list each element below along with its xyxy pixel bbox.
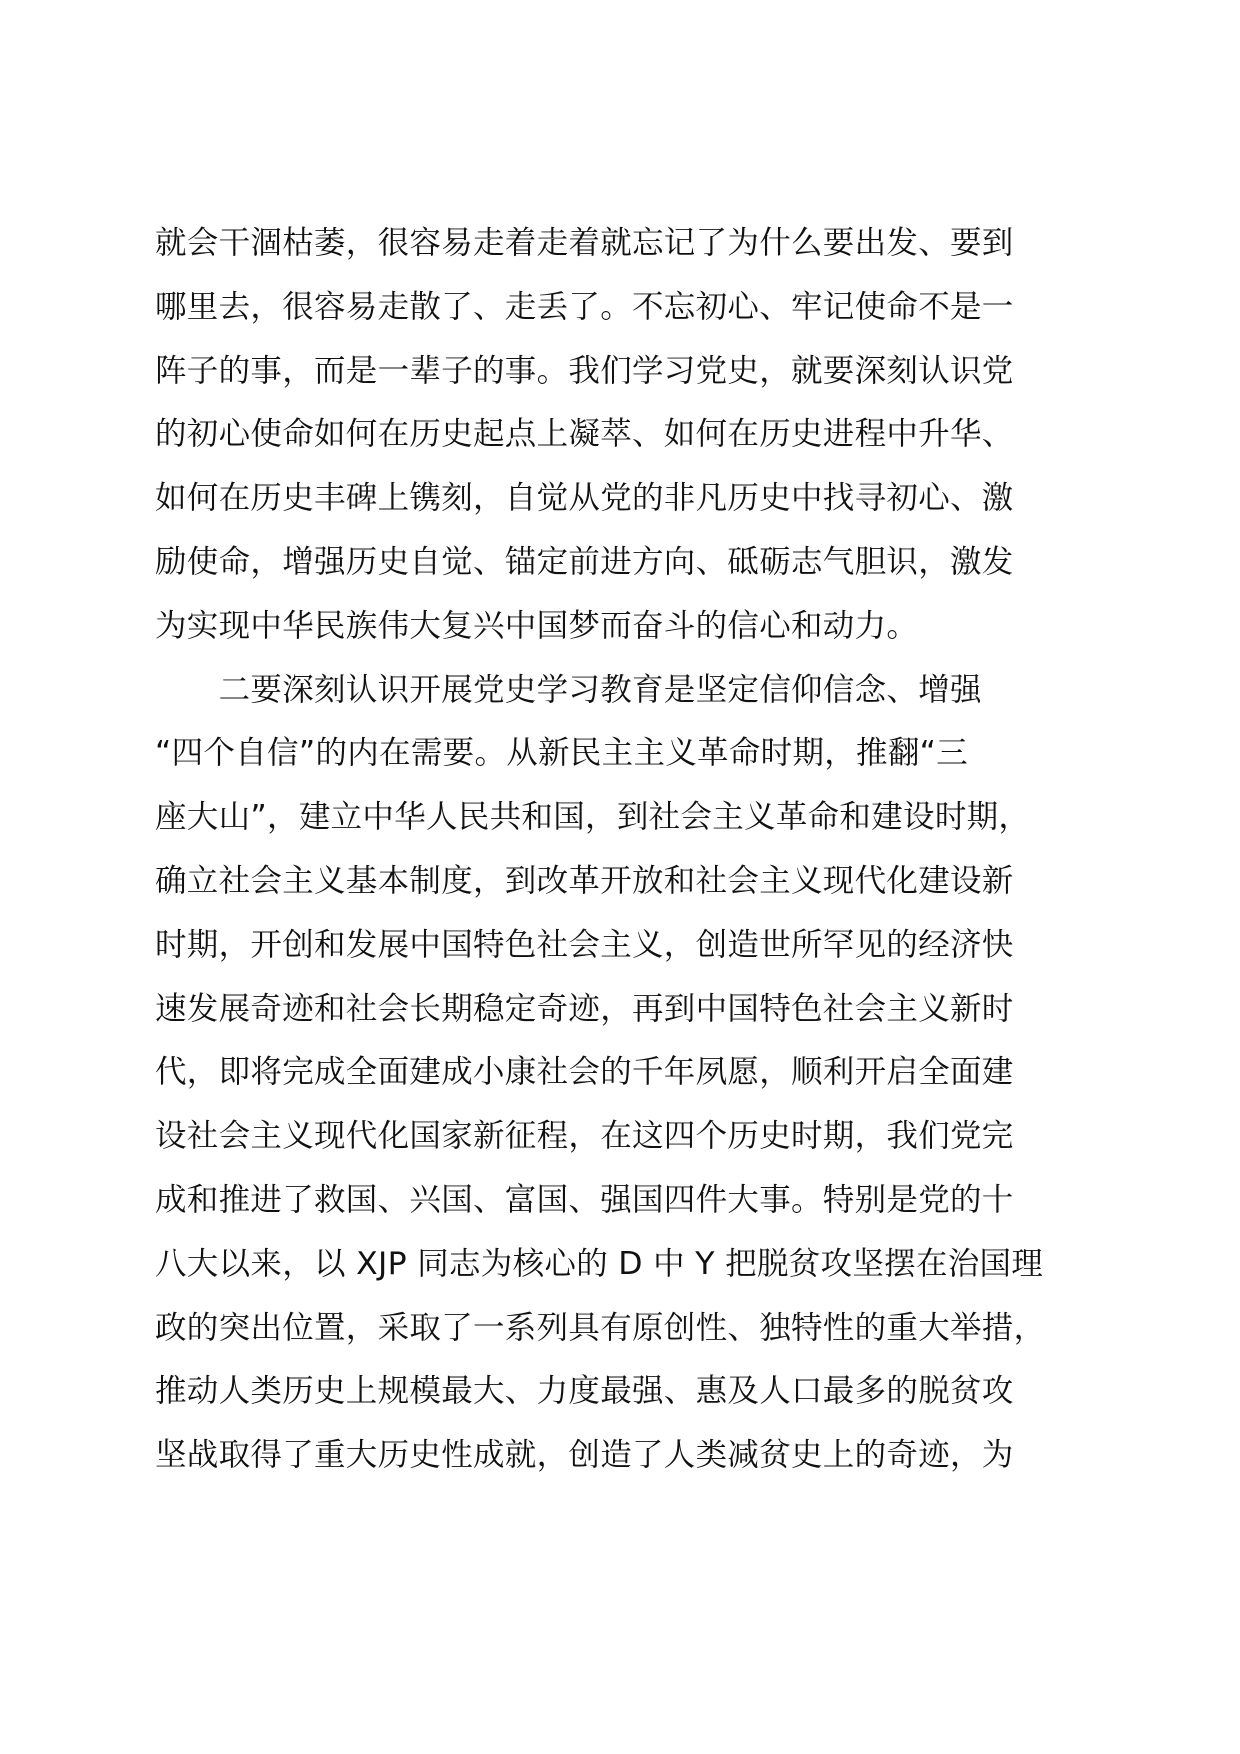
text-line: 时期，开创和发展中国特色社会主义，创造世所罕见的经济快: [155, 926, 1014, 963]
text-line: “四个自信”的内在需要。从新民主主义革命时期，推翻“三: [155, 735, 969, 772]
text-line: 哪里去，很容易走散了、走丢了。不忘初心、牢记使命不是一: [155, 288, 1014, 325]
body-text: [155, 212, 1105, 1488]
text-line: 速发展奇迹和社会长期稳定奇迹，再到中国特色社会主义新时: [155, 990, 1014, 1027]
text-line: 座大山”，建立中华人民共和国，到社会主义革命和建设时期，: [155, 799, 1031, 836]
paragraph-start-line: 二要深刻认识开展党史学习教育是坚定信仰信念、增强: [155, 671, 982, 708]
text-line: 励使命，增强历史自觉、锚定前进方向、砥砺志气胆识，激发: [155, 543, 1014, 580]
text-line: 的初心使命如何在历史起点上凝萃、如何在历史进程中升华、: [155, 416, 1014, 453]
text-line: 代，即将完成全面建成小康社会的千年夙愿，顺利开启全面建: [155, 1054, 1014, 1091]
text-line: 就会干涸枯萎，很容易走着走着就忘记了为什么要出发、要到: [155, 225, 1014, 261]
text-line: 为实现中华民族伟大复兴中国梦而奋斗的信心和动力。: [155, 607, 919, 644]
text-line: 推动人类历史上规模最大、力度最强、惠及人口最多的脱贫攻: [155, 1373, 1014, 1410]
text-line: 设社会主义现代化国家新征程，在这四个历史时期，我们党完: [155, 1118, 1014, 1155]
text-line: 政的突出位置，采取了一系列具有原创性、独特性的重大举措，: [155, 1309, 1046, 1346]
text-line: 成和推进了救国、兴国、富国、强国四件大事。特别是党的十: [155, 1181, 1014, 1218]
text-line: 阵子的事，而是一辈子的事。我们学习党史，就要深刻认识党: [155, 352, 1014, 389]
text-line: 如何在历史丰碑上镌刻，自觉从党的非凡历史中找寻初心、激: [155, 480, 1014, 517]
text-line: 坚战取得了重大历史性成就，创造了人类减贫史上的奇迹，为: [155, 1437, 1014, 1474]
text-line: 八大以来，以 XJP 同志为核心的 D 中 Y 把脱贫攻坚摆在治国理: [155, 1245, 1044, 1282]
text-line: 确立社会主义基本制度，到改革开放和社会主义现代化建设新: [155, 862, 1014, 899]
